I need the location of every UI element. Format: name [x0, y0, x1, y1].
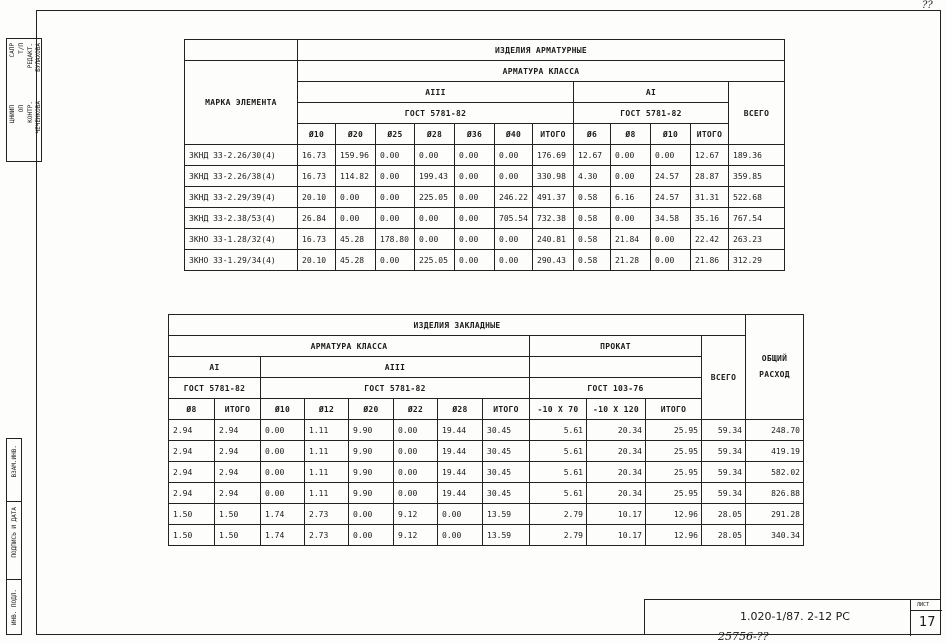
element-mark: ЗКНД 33-2.38/53(4)	[185, 208, 298, 229]
table-cell: 359.85	[729, 166, 785, 187]
title-block	[644, 599, 941, 636]
table-cell: 189.36	[729, 145, 785, 166]
class-header: АРМАТУРА КЛАССА	[298, 61, 785, 82]
table-cell: 0.00	[376, 208, 415, 229]
column-header: Ø12	[305, 399, 349, 420]
table-cell: 0.00	[651, 145, 691, 166]
column-header: ИТОГО	[691, 124, 729, 145]
table-cell: 0.00	[611, 145, 651, 166]
table-cell: 20.10	[298, 250, 336, 271]
table-cell: 6.16	[611, 187, 651, 208]
table-cell: 340.34	[746, 525, 804, 546]
column-header: Ø8	[169, 399, 215, 420]
table-row	[185, 187, 785, 208]
table-cell: 9.90	[349, 441, 394, 462]
table-row	[169, 525, 804, 546]
column-header: Ø20	[349, 399, 394, 420]
table-cell: 2.94	[215, 483, 261, 504]
table-cell: 732.38	[533, 208, 574, 229]
column-header: Ø36	[455, 124, 495, 145]
gost-header: ГОСТ 5781-82	[261, 378, 530, 399]
side-stamp-bottom	[6, 438, 22, 635]
column-header: Ø22	[394, 399, 438, 420]
table-cell: 0.00	[438, 504, 483, 525]
table-cell: 0.00	[415, 208, 455, 229]
embedded-parts-table	[168, 314, 804, 546]
stamp-text: САПР	[9, 43, 16, 58]
group-header: ИЗДЕЛИЯ АРМАТУРНЫЕ	[298, 40, 785, 61]
table-cell: 59.34	[702, 462, 746, 483]
table-cell: 2.94	[215, 462, 261, 483]
column-header: -10 X 120	[587, 399, 646, 420]
table-row	[185, 166, 785, 187]
table-cell: 0.00	[394, 441, 438, 462]
column-header: Ø10	[298, 124, 336, 145]
table-cell: 199.43	[415, 166, 455, 187]
table-cell: 0.00	[651, 229, 691, 250]
stamp-text: ПОДПИСЬ И ДАТА	[11, 507, 18, 558]
table-cell: 24.57	[651, 187, 691, 208]
table-cell: 16.73	[298, 166, 336, 187]
table-cell: 0.00	[495, 250, 533, 271]
table-cell: 0.00	[495, 145, 533, 166]
overall-header: ОБЩИЙ РАСХОД	[746, 315, 804, 420]
class-aiii-header: AIII	[261, 357, 530, 378]
table-cell: 28.05	[702, 525, 746, 546]
table-cell: 21.28	[611, 250, 651, 271]
table-row	[185, 250, 785, 271]
table-cell: 0.00	[611, 166, 651, 187]
class-ai-header: AI	[169, 357, 261, 378]
table-cell: 0.58	[574, 250, 611, 271]
title-block-divider	[644, 599, 645, 635]
class-header: АРМАТУРА КЛАССА	[169, 336, 530, 357]
table-cell: 9.90	[349, 462, 394, 483]
table-cell: 2.94	[215, 420, 261, 441]
table-cell: 522.68	[729, 187, 785, 208]
table-cell: 0.00	[495, 229, 533, 250]
stamp-text: ЦНИИП	[9, 105, 16, 124]
table-cell: 5.61	[530, 483, 587, 504]
table-cell: 19.44	[438, 441, 483, 462]
table-cell: 2.79	[530, 504, 587, 525]
table-cell: 0.00	[394, 420, 438, 441]
sheet-number: 17	[919, 615, 936, 630]
reinforcement-table	[184, 39, 785, 271]
table-cell: 2.94	[169, 420, 215, 441]
column-header: -10 X 70	[530, 399, 587, 420]
document-code: 1.020-1/87. 2-12 PC	[740, 610, 850, 623]
table-cell: 9.90	[349, 420, 394, 441]
table-row	[185, 229, 785, 250]
table-cell: 826.88	[746, 483, 804, 504]
element-mark: ЗКНД 33-2.26/38(4)	[185, 166, 298, 187]
table-cell: 176.69	[533, 145, 574, 166]
table-cell: 9.12	[394, 525, 438, 546]
table-cell: 1.74	[261, 504, 305, 525]
table-cell: 22.42	[691, 229, 729, 250]
table-cell: 45.28	[336, 250, 376, 271]
table-row	[185, 145, 785, 166]
table-cell: 1.11	[305, 462, 349, 483]
table-cell: 12.96	[646, 504, 702, 525]
table-cell: 1.11	[305, 420, 349, 441]
table-cell: 12.67	[574, 145, 611, 166]
table-cell: 16.73	[298, 145, 336, 166]
table-cell: 0.00	[349, 504, 394, 525]
side-stamp-top	[6, 38, 42, 162]
column-header: ИТОГО	[483, 399, 530, 420]
table-cell: 240.81	[533, 229, 574, 250]
table-cell: 10.17	[587, 504, 646, 525]
table-cell: 20.34	[587, 420, 646, 441]
class-aiii-header: AIII	[298, 82, 574, 103]
table-cell: 291.28	[746, 504, 804, 525]
table-cell: 246.22	[495, 187, 533, 208]
table-cell: 2.94	[215, 441, 261, 462]
table-cell: 25.95	[646, 441, 702, 462]
table-cell: 30.45	[483, 462, 530, 483]
table-cell: 0.00	[394, 483, 438, 504]
table-cell: 0.58	[574, 208, 611, 229]
table-cell: 25.95	[646, 462, 702, 483]
table-cell: 19.44	[438, 462, 483, 483]
table-cell: 0.00	[376, 166, 415, 187]
table-cell: 10.17	[587, 525, 646, 546]
element-column-header: МАРКА ЭЛЕМЕНТА	[185, 61, 298, 145]
column-header: ИТОГО	[533, 124, 574, 145]
column-header: Ø25	[376, 124, 415, 145]
table-cell: 419.19	[746, 441, 804, 462]
table-cell: 0.00	[376, 145, 415, 166]
table-cell: 0.00	[261, 462, 305, 483]
table-cell: 16.73	[298, 229, 336, 250]
table-cell: 1.50	[169, 504, 215, 525]
table-cell: 1.50	[215, 504, 261, 525]
table-cell: 12.96	[646, 525, 702, 546]
total-header: ВСЕГО	[729, 82, 785, 145]
table-row	[169, 420, 804, 441]
table-cell: 35.16	[691, 208, 729, 229]
table-cell: 28.05	[702, 504, 746, 525]
table-cell: 582.02	[746, 462, 804, 483]
table-cell: 0.00	[261, 441, 305, 462]
table-cell: 45.28	[336, 229, 376, 250]
table-cell: 0.00	[376, 187, 415, 208]
column-header: Ø8	[611, 124, 651, 145]
table-cell: 5.61	[530, 462, 587, 483]
table-cell: 59.34	[702, 483, 746, 504]
column-header: Ø28	[415, 124, 455, 145]
table-cell: 0.00	[455, 166, 495, 187]
table-cell: 290.43	[533, 250, 574, 271]
table-cell: 0.00	[376, 250, 415, 271]
column-header: Ø6	[574, 124, 611, 145]
table-cell: 1.50	[169, 525, 215, 546]
table-cell: 0.00	[438, 525, 483, 546]
stamp-text: КОНТР.	[27, 101, 34, 123]
table-cell: 0.00	[394, 462, 438, 483]
table-cell: 767.54	[729, 208, 785, 229]
column-header: ИТОГО	[646, 399, 702, 420]
class-ai-header: AI	[574, 82, 729, 103]
table-cell: 0.00	[455, 208, 495, 229]
table-cell: 0.58	[574, 229, 611, 250]
stamp-text: ЧЕЧЕНКОВА	[35, 101, 42, 134]
gost-header: ГОСТ 5781-82	[574, 103, 729, 124]
table-cell: 26.84	[298, 208, 336, 229]
stamp-text: ОП	[18, 105, 25, 113]
table-cell: 5.61	[530, 420, 587, 441]
table-cell: 1.50	[215, 525, 261, 546]
table-row	[169, 483, 804, 504]
table-cell: 21.86	[691, 250, 729, 271]
table-row	[185, 208, 785, 229]
table-cell: 263.23	[729, 229, 785, 250]
stamp-text: БУЛАХОВА	[35, 43, 42, 72]
column-header: ИТОГО	[215, 399, 261, 420]
table-cell: 2.73	[305, 504, 349, 525]
table-cell: 0.00	[455, 250, 495, 271]
table-cell: 13.59	[483, 504, 530, 525]
gost-header: ГОСТ 103-76	[530, 378, 702, 399]
table-cell: 59.34	[702, 420, 746, 441]
table-cell: 0.00	[261, 420, 305, 441]
table-cell: 5.61	[530, 441, 587, 462]
table-cell: 4.30	[574, 166, 611, 187]
table-cell: 0.00	[415, 229, 455, 250]
table-cell: 30.45	[483, 420, 530, 441]
table-cell: 0.00	[415, 145, 455, 166]
table-cell: 1.11	[305, 441, 349, 462]
column-header: Ø10	[651, 124, 691, 145]
table-cell: 34.58	[651, 208, 691, 229]
table-cell: 30.45	[483, 441, 530, 462]
table-cell: 2.94	[169, 462, 215, 483]
table-cell: 1.11	[305, 483, 349, 504]
total-header: ВСЕГО	[702, 336, 746, 420]
table-cell: 25.95	[646, 483, 702, 504]
table-cell: 20.34	[587, 441, 646, 462]
table-cell: 13.59	[483, 525, 530, 546]
table-row	[169, 441, 804, 462]
table-cell: 0.58	[574, 187, 611, 208]
table-cell: 0.00	[349, 525, 394, 546]
table-cell: 2.94	[169, 483, 215, 504]
table-cell: 2.79	[530, 525, 587, 546]
table-cell: 312.29	[729, 250, 785, 271]
table-cell: 225.05	[415, 187, 455, 208]
stamp-text: РЕДАКТ.	[27, 43, 34, 69]
table-cell: 31.31	[691, 187, 729, 208]
table-cell: 19.44	[438, 420, 483, 441]
table-cell: 248.70	[746, 420, 804, 441]
column-header: Ø20	[336, 124, 376, 145]
table-cell: 21.84	[611, 229, 651, 250]
column-header: Ø28	[438, 399, 483, 420]
table-cell: 114.82	[336, 166, 376, 187]
table-cell: 330.98	[533, 166, 574, 187]
table-cell: 25.95	[646, 420, 702, 441]
column-header: Ø10	[261, 399, 305, 420]
table-cell: 20.34	[587, 462, 646, 483]
table-cell: 9.12	[394, 504, 438, 525]
table-cell: 1.74	[261, 525, 305, 546]
table-cell: 0.00	[455, 229, 495, 250]
table-cell: 159.96	[336, 145, 376, 166]
table-cell: 24.57	[651, 166, 691, 187]
table-cell: 30.45	[483, 483, 530, 504]
table-cell: 28.87	[691, 166, 729, 187]
table-cell: 0.00	[336, 187, 376, 208]
handwritten-note: 25756-??	[718, 630, 769, 643]
element-mark: ЗКНД 33-2.29/39(4)	[185, 187, 298, 208]
table-cell: 20.10	[298, 187, 336, 208]
table-cell: 59.34	[702, 441, 746, 462]
group-header: ИЗДЕЛИЯ ЗАКЛАДНЫЕ	[169, 315, 746, 336]
table-cell: 225.05	[415, 250, 455, 271]
table-cell: 12.67	[691, 145, 729, 166]
element-mark: ЗКНД 33-2.26/30(4)	[185, 145, 298, 166]
table-row	[169, 504, 804, 525]
table-cell: 491.37	[533, 187, 574, 208]
table-cell: 0.00	[455, 187, 495, 208]
table-cell: 0.00	[336, 208, 376, 229]
element-mark: ЗКНО 33-1.29/34(4)	[185, 250, 298, 271]
table-cell: 0.00	[455, 145, 495, 166]
gost-header: ГОСТ 5781-82	[169, 378, 261, 399]
table-cell: 178.80	[376, 229, 415, 250]
table-cell: 0.00	[611, 208, 651, 229]
table-cell: 20.34	[587, 483, 646, 504]
table-cell: 2.94	[169, 441, 215, 462]
table-cell: 705.54	[495, 208, 533, 229]
sheet-label: ЛИСТ	[917, 602, 930, 608]
gost-header: ГОСТ 5781-82	[298, 103, 574, 124]
corner-mark: ??	[922, 0, 933, 11]
table-cell: 9.90	[349, 483, 394, 504]
prokat-header: ПРОКАТ	[530, 336, 702, 357]
table-cell: 2.73	[305, 525, 349, 546]
element-mark: ЗКНО 33-1.28/32(4)	[185, 229, 298, 250]
table-cell: 0.00	[495, 166, 533, 187]
table-cell: 0.00	[651, 250, 691, 271]
table-cell: 19.44	[438, 483, 483, 504]
column-header: Ø40	[495, 124, 533, 145]
stamp-text: Т/П	[18, 43, 25, 54]
table-row	[169, 462, 804, 483]
stamp-text: ВЗАМ.ИНВ.	[11, 445, 18, 478]
stamp-text: ИНВ. ПОДЛ.	[11, 589, 18, 626]
table-cell: 0.00	[261, 483, 305, 504]
sheet-number-box	[910, 600, 942, 636]
